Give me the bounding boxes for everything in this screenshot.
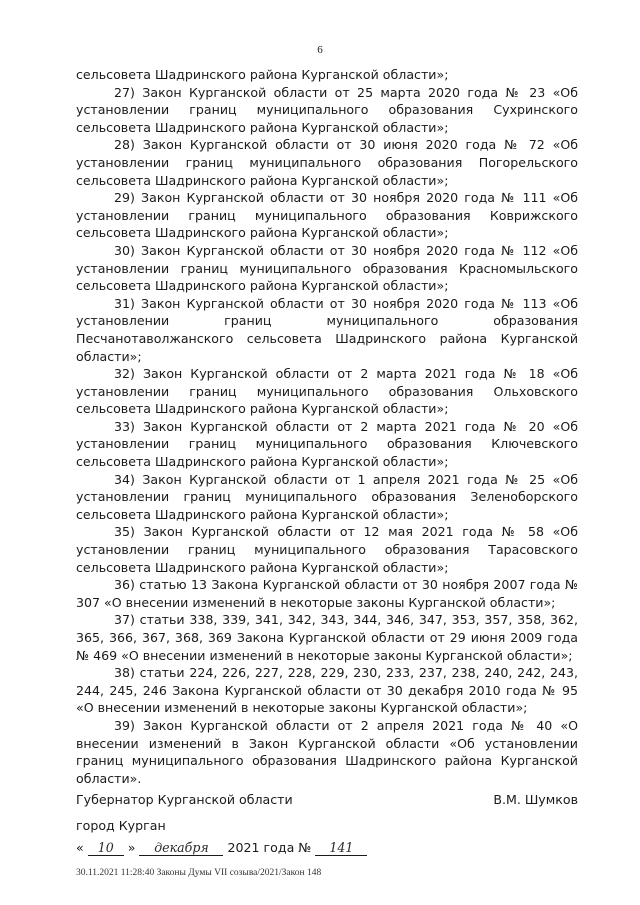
list-item: 34) Закон Курганской области от 1 апреля 2021 года № 25 «Об установлении границ муниципального образования Зеленоборского сельсовета Шадринского района Курганской области»;	[76, 471, 578, 522]
list-item: 32) Закон Курганской области от 2 марта 2021 года № 18 «Об установлении границ муниципального образования Ольховского сельсовета Шадринского района Курганской области»;	[76, 366, 578, 417]
footer-stamp: 30.11.2021 11:28:40 Законы Думы VII созыва/2021/Закон 148	[76, 868, 322, 878]
date-line	[76, 840, 367, 856]
list-item: 35) Закон Курганской области от 12 мая 2021 года № 58 «Об установлении границ муниципального образования Тарасовского сельсовета Шадринского района Курганской области»;	[76, 524, 578, 575]
handwritten-month: декабря	[139, 841, 223, 856]
list-item: 31) Закон Курганской области от 30 ноября 2020 года № 113 «Об установлении границ муниципального образования Песчанотаволжанского сельсовета Шадринского района Курганской области»;	[76, 295, 578, 364]
city-line: город Курган	[76, 818, 166, 833]
list-item: 37) статьи 338, 339, 341, 342, 343, 344, 346, 347, 353, 357, 358, 362, 365, 366, 367, 368, 369 Закона Курганской области от 29 июня 2009 года № 469 «О внесении изменений в некоторые законы Курганской области»;	[76, 612, 578, 663]
list-item: 33) Закон Курганской области от 2 марта 2021 года № 20 «Об установлении границ муниципального образования Ключевского сельсовета Шадринского района Курганской области»;	[76, 418, 578, 470]
list-item: 38) статьи 224, 226, 227, 228, 229, 230, 233, 237, 238, 240, 242, 243, 244, 245, 246 Закона Курганской области от 30 декабря 2010 года № 95 «О внесении изменений в некоторые законы Курганской области»;	[76, 665, 578, 716]
signature-name: В.М. Шумков	[493, 792, 578, 807]
date-open-quote: «	[76, 840, 84, 855]
handwritten-day: 10	[88, 841, 124, 856]
signature-position: Губернатор Курганской области	[76, 792, 293, 807]
list-item: 29) Закон Курганской области от 30 ноября 2020 года № 111 «Об установлении границ муниципального образования Коврижского сельсовета Шадринского района Курганской области»;	[76, 190, 578, 241]
items-list	[76, 84, 578, 788]
date-year-text: 2021 года №	[227, 840, 312, 855]
handwritten-number: 141	[315, 841, 367, 856]
list-item: 36) статью 13 Закона Курганской области от 30 ноября 2007 года № 307 «О внесении изменений в некоторые законы Курганской области»;	[76, 577, 578, 610]
list-item: 30) Закон Курганской области от 30 ноября 2020 года № 112 «Об установлении границ муниципального образования Красномыльского сельсовета Шадринского района Курганской области»;	[76, 242, 578, 294]
continuation-line: сельсовета Шадринского района Курганской области»;	[76, 67, 449, 82]
page-number: 6	[317, 44, 323, 56]
list-item: 28) Закон Курганской области от 30 июня 2020 года № 72 «Об установлении границ муниципального образования Погорельского сельсовета Шадринского района Курганской области»;	[76, 137, 578, 188]
date-close-quote: »	[127, 840, 136, 855]
list-item: 39) Закон Курганской области от 2 апреля 2021 года № 40 «О внесении изменений в Закон Курганской области «Об установлении границ муниципального образования Шадринского района Курганской области».	[76, 717, 578, 786]
document-body	[76, 66, 578, 787]
list-item: 27) Закон Курганской области от 25 марта 2020 года № 23 «Об установлении границ муниципального образования Сухринского сельсовета Шадринского района Курганской области»;	[76, 84, 578, 135]
